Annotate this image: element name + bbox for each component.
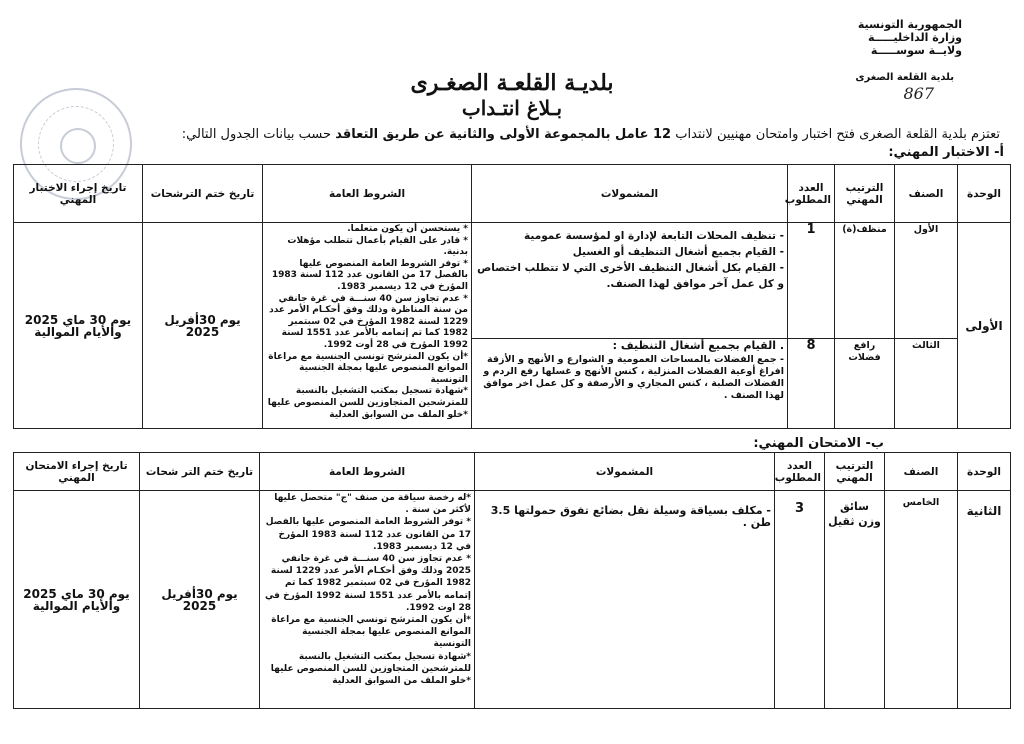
condition-item: *شهادة تسجيل بمكتب التشغيل بالنسبة للمترشحين المتجاوزين للسن المنصوص عليها — [270, 651, 471, 674]
conditions-cell — [260, 491, 475, 709]
rank-cell: منظف(ة) — [835, 223, 895, 339]
section-a-heading: أ- الاختبار المهني: — [888, 145, 1004, 160]
intro-bold: 12 عامل بالمجموعة الأولى والثانية عن طريق التعاقد — [335, 127, 672, 142]
table-professional-test — [13, 164, 1011, 429]
header-scope: المشمولات — [475, 453, 775, 491]
condition-item: * يستحسن أن يكون متعلما. — [347, 224, 468, 234]
scope-cell: - مكلف بسياقة وسيلة نقل بضائع تفوق حمولتها 3.5 طن . — [475, 491, 775, 709]
scope-title: . القيام بجميع أشغال التنظيف : — [612, 339, 784, 352]
header-count: العدد المطلوب — [775, 453, 825, 491]
header-governorate: ولايــة سوســـــة — [870, 44, 962, 57]
header-count: العدد المطلوب — [788, 165, 835, 223]
header-rank: الترتيب المهني — [835, 165, 895, 223]
document-subtitle: بـلاغ انتـداب — [461, 96, 563, 120]
header-municipality: بلدية القلعة الصغرى — [855, 72, 954, 83]
intro-part2: حسب بيانات الجدول التالي: — [181, 127, 332, 142]
table-row — [14, 223, 1011, 339]
count-cell: 1 — [788, 223, 835, 339]
category-cell: الثالث — [895, 339, 958, 429]
scope-item: - القيام بجميع أشغال التنظيف أو الغسيل — [572, 246, 784, 258]
table-row — [14, 491, 1011, 709]
exam-date-cell: يوم 30 ماي 2025 والأيام الموالية — [14, 491, 140, 709]
header-conditions: الشروط العامة — [260, 453, 475, 491]
count-cell: 8 — [788, 339, 835, 429]
condition-item: * قادر على القيام بأعمال تتطلب مؤهلات بدنية. — [287, 235, 468, 258]
unit-cell: الأولى — [958, 223, 1011, 429]
header-deadline: تاريخ ختم الترشحات — [143, 165, 263, 223]
condition-item: * توفر الشروط العامة المنصوص عليها بالفصل 17 من القانون عدد 112 لسنة 1983 المؤرخ في 12 ديسمبر 1983. — [265, 517, 471, 552]
category-cell: الأول — [895, 223, 958, 339]
condition-item: * توفر الشروط العامة المنصوص عليها بالفصل 17 من القانون عدد 112 لسنة 1983 المؤرخ في 12 ديسمبر 1983. — [271, 258, 468, 292]
header-ministry: وزارة الداخليـــــة — [868, 31, 962, 44]
header-unit: الوحدة — [958, 165, 1011, 223]
header-exam-date: تاريخ إجراء الاختبار المهني — [14, 165, 143, 223]
condition-item: *خلو الملف من السوابق العدلية — [332, 676, 471, 687]
header-unit: الوحدة — [958, 453, 1011, 491]
intro-part1: تعتزم بلدية القلعة الصغرى فتح اختبار وامتحان مهنيين لانتداب — [675, 127, 1000, 142]
scope-item: و كل عمل آخر موافق لهذا الصنف. — [606, 278, 784, 290]
header-conditions: الشروط العامة — [263, 165, 472, 223]
header-rank: الترتيب المهني — [825, 453, 885, 491]
category-cell: الخامس — [885, 491, 958, 709]
scope-cell — [472, 223, 788, 339]
scope-cell — [472, 339, 788, 429]
count-cell: 3 — [775, 491, 825, 709]
unit-cell: الثانية — [958, 491, 1011, 709]
header-scope: المشمولات — [472, 165, 788, 223]
table-header-row — [14, 165, 1011, 223]
scope-item: - القيام بكل أشغال التنظيف الأخرى التي لا تتطلب اختصاص — [477, 262, 784, 274]
handwritten-reference-number: 867 — [903, 84, 934, 103]
exam-date-cell: يوم 30 ماي 2025 والأيام الموالية — [14, 223, 143, 429]
rank-cell: رافع فضلات — [835, 339, 895, 429]
document-title: بلديـة القلعـة الصغـرى — [410, 70, 614, 96]
section-b-heading: ب- الامتحان المهني: — [753, 436, 884, 451]
scope-item: - تنظيف المحلات التابعة لإدارة او لمؤسسة عمومية — [524, 230, 784, 242]
scope-text: - جمع الفضلات بالمساحات العمومية و الشوارع و الأنهج و الأزقة افراغ أوعية الفضلات المنزلية ، كنس الأنهج و غسلها رفع الردم و الفضلات الصلبة ، كنس المجاري و الأرصفة و كل عمل اخر موافق لهذا الصنف . — [483, 354, 784, 401]
deadline-cell: يوم 30أفريل 2025 — [140, 491, 260, 709]
condition-item: *له رخصة سياقة من صنف "ج" متحصل عليها لأكثر من سنة . — [274, 493, 471, 516]
header-exam-date: تاريخ إجراء الامتحان المهني — [14, 453, 140, 491]
header-category: الصنف — [885, 453, 958, 491]
header-republic: الجمهورية التونسية — [857, 18, 962, 31]
condition-item: * عدم تجاوز سن 40 سنـــة في غرة جانفي 2025 وذلك وفق أحكـام الأمر عدد 1229 لسنة 1982 المؤرخ في 02 سبتمبر 1982 كما تم إتمامه بالأمر عدد 1551 لسنة 1992 المؤرخ في 28 اوت 1992. — [264, 554, 471, 613]
conditions-cell — [263, 223, 472, 429]
table-professional-exam — [13, 452, 1011, 709]
header-category: الصنف — [895, 165, 958, 223]
deadline-cell: يوم 30أفريل 2025 — [143, 223, 263, 429]
condition-item: *أن يكون المترشح تونسي الجنسية مع مراعاة الموانع المنصوص عليها بمجلة الجنسية التونسية — [268, 351, 468, 385]
header-deadline: تاريخ ختم التر شحات — [140, 453, 260, 491]
condition-item: *شهادة تسجيل بمكتب التشغيل بالنسبة للمترشحين المتجاوزين للسن المنصوص عليها — [267, 386, 468, 408]
official-header — [762, 18, 962, 57]
condition-item: *أن يكون المترشح تونسي الجنسية مع مراعاة الموانع المنصوص عليها بمجلة الجنسية التونسية — [271, 615, 471, 650]
condition-item: *خلو الملف من السوابق العدلية — [329, 409, 468, 420]
condition-item: * عدم تجاوز سن 40 سنـــة في غرة جانفي من سنة المناظرة وذلك وفق أحكـام الأمر عدد 1229 لسنة 1982 المؤرخ في 02 سبتمبر 1982 كما تم إتمامه بالأمر عدد 1551 لسنة 1992 المؤرخ في 28 أوت 1992. — [269, 293, 468, 350]
table-header-row — [14, 453, 1011, 491]
intro-paragraph — [14, 127, 1000, 142]
rank-cell: سائق وزن ثقيل — [825, 491, 885, 709]
